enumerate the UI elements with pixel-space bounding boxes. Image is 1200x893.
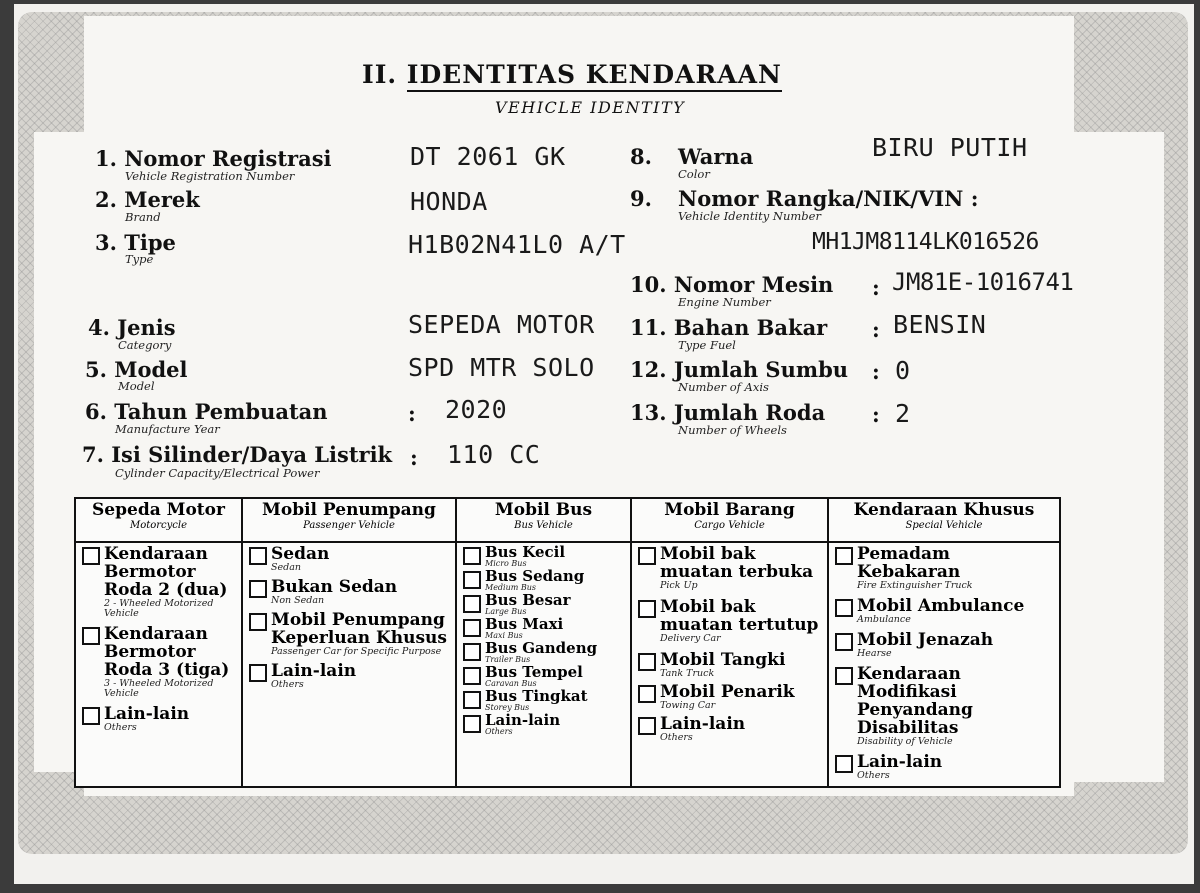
checkbox[interactable] bbox=[463, 595, 481, 613]
field-5-label-en: Model bbox=[118, 379, 155, 393]
field-11-label-en: Type Fuel bbox=[678, 338, 736, 352]
option-cargo-pickup[interactable]: Mobil bak muatan terbuka Pick Up bbox=[638, 545, 821, 591]
section-title: II. IDENTITAS KENDARAAN bbox=[362, 60, 782, 89]
checkbox[interactable] bbox=[835, 599, 853, 617]
field-13-colon: : bbox=[872, 402, 880, 427]
field-4-label: 4. Jenis bbox=[88, 315, 176, 340]
type-value: H1B02N41L0 A/T bbox=[408, 230, 626, 259]
category-header-passenger: Mobil Penumpang Passenger Vehicle bbox=[242, 498, 456, 542]
checkbox[interactable] bbox=[249, 664, 267, 682]
category-header-cargo: Mobil Barang Cargo Vehicle bbox=[631, 498, 828, 542]
option-bus-others[interactable]: Lain-lain Others bbox=[463, 713, 624, 736]
field-8-number: 8. bbox=[630, 144, 652, 169]
field-12-colon: : bbox=[872, 359, 880, 384]
option-special-disability[interactable]: Kendaraan Modifikasi Penyandang Disabilitas Disability of Vehicle bbox=[835, 665, 1053, 747]
field-13-label: 13. Jumlah Roda bbox=[630, 400, 826, 425]
checkbox[interactable] bbox=[463, 667, 481, 685]
passenger-options bbox=[242, 542, 456, 787]
engine-number-value: JM81E-1016741 bbox=[892, 268, 1074, 296]
bus-options bbox=[456, 542, 631, 787]
field-9-label-en: Vehicle Identity Number bbox=[678, 209, 821, 223]
checkbox[interactable] bbox=[638, 600, 656, 618]
option-passenger-special-purpose[interactable]: Mobil Penumpang Keperluan Khusus Passenger Car for Specific Purpose bbox=[249, 611, 449, 657]
option-motorcycle-2-wheel[interactable]: Kendaraan Bermotor Roda 2 (dua) 2 - Wheeled Motorized Vehicle bbox=[82, 545, 235, 619]
field-2-label: 2. Merek bbox=[95, 187, 200, 212]
checkbox[interactable] bbox=[638, 653, 656, 671]
field-1-label-en: Vehicle Registration Number bbox=[125, 169, 295, 183]
checkbox[interactable] bbox=[835, 667, 853, 685]
field-2-label-en: Brand bbox=[125, 210, 161, 224]
category-header-row bbox=[75, 498, 1060, 542]
fuel-type-value: BENSIN bbox=[893, 310, 987, 339]
option-bus-maxi[interactable]: Bus Maxi Maxi Bus bbox=[463, 617, 624, 640]
brand-value: HONDA bbox=[410, 187, 488, 216]
field-12-label-en: Number of Axis bbox=[678, 380, 769, 394]
field-3-label-en: Type bbox=[125, 252, 154, 266]
section-subtitle: VEHICLE IDENTITY bbox=[495, 98, 686, 117]
field-6-label: 6. Tahun Pembuatan bbox=[85, 399, 328, 424]
field-11-colon: : bbox=[872, 317, 880, 342]
field-7-label: 7. Isi Silinder/Daya Listrik bbox=[82, 442, 393, 467]
field-10-label-en: Engine Number bbox=[678, 295, 771, 309]
vin-value: MH1JM8114LK016526 bbox=[812, 229, 1039, 255]
option-passenger-non-sedan[interactable]: Bukan Sedan Non Sedan bbox=[249, 578, 449, 606]
color-value: BIRU PUTIH bbox=[872, 133, 1028, 162]
option-special-fire-truck[interactable]: Pemadam Kebakaran Fire Extinguisher Truck bbox=[835, 545, 1053, 591]
option-bus-large[interactable]: Bus Besar Large Bus bbox=[463, 593, 624, 616]
checkbox[interactable] bbox=[249, 613, 267, 631]
field-5-label: 5. Model bbox=[85, 357, 188, 382]
cargo-options bbox=[631, 542, 828, 787]
field-8-label: Warna bbox=[678, 144, 754, 169]
checkbox[interactable] bbox=[82, 547, 100, 565]
axis-count-value: 0 bbox=[895, 356, 911, 385]
option-motorcycle-others[interactable]: Lain-lain Others bbox=[82, 705, 235, 733]
checkbox[interactable] bbox=[463, 619, 481, 637]
checkbox[interactable] bbox=[835, 547, 853, 565]
checkbox[interactable] bbox=[463, 547, 481, 565]
option-bus-micro[interactable]: Bus Kecil Micro Bus bbox=[463, 545, 624, 568]
option-passenger-sedan[interactable]: Sedan Sedan bbox=[249, 545, 449, 573]
option-bus-medium[interactable]: Bus Sedang Medium Bus bbox=[463, 569, 624, 592]
checkbox[interactable] bbox=[463, 571, 481, 589]
field-9-number: 9. bbox=[630, 186, 652, 211]
category-options-row bbox=[75, 542, 1060, 787]
manufacture-year-value: 2020 bbox=[445, 395, 508, 424]
checkbox[interactable] bbox=[82, 707, 100, 725]
field-11-label: 11. Bahan Bakar bbox=[630, 315, 828, 340]
option-special-ambulance[interactable]: Mobil Ambulance Ambulance bbox=[835, 597, 1053, 625]
checkbox[interactable] bbox=[463, 715, 481, 733]
category-header-bus: Mobil Bus Bus Vehicle bbox=[456, 498, 631, 542]
vehicle-category-table bbox=[74, 497, 1061, 788]
checkbox[interactable] bbox=[638, 685, 656, 703]
model-value: SPD MTR SOLO bbox=[408, 353, 595, 382]
category-header-motorcycle: Sepeda Motor Motorcycle bbox=[75, 498, 242, 542]
option-cargo-tank[interactable]: Mobil Tangki Tank Truck bbox=[638, 651, 821, 679]
cylinder-capacity-value: 110 CC bbox=[447, 440, 541, 469]
option-special-others[interactable]: Lain-lain Others bbox=[835, 753, 1053, 781]
motorcycle-options bbox=[75, 542, 242, 787]
field-1-label: 1. Nomor Registrasi bbox=[95, 146, 332, 171]
option-bus-storey[interactable]: Bus Tingkat Storey Bus bbox=[463, 689, 624, 712]
option-cargo-others[interactable]: Lain-lain Others bbox=[638, 715, 821, 743]
document-body-right bbox=[1054, 132, 1164, 782]
checkbox[interactable] bbox=[463, 643, 481, 661]
field-10-label: 10. Nomor Mesin bbox=[630, 272, 834, 297]
field-3-label: 3. Tipe bbox=[95, 230, 176, 255]
field-7-label-en: Cylinder Capacity/Electrical Power bbox=[115, 466, 320, 480]
option-special-hearse[interactable]: Mobil Jenazah Hearse bbox=[835, 631, 1053, 659]
field-8-label-en: Color bbox=[678, 167, 710, 181]
option-motorcycle-3-wheel[interactable]: Kendaraan Bermotor Roda 3 (tiga) 3 - Wheeled Motorized Vehicle bbox=[82, 625, 235, 699]
special-options bbox=[828, 542, 1060, 787]
option-cargo-delivery[interactable]: Mobil bak muatan tertutup Delivery Car bbox=[638, 598, 821, 644]
wheel-count-value: 2 bbox=[895, 399, 911, 428]
checkbox[interactable] bbox=[249, 547, 267, 565]
checkbox[interactable] bbox=[638, 717, 656, 735]
field-10-colon: : bbox=[872, 275, 880, 300]
registration-number-value: DT 2061 GK bbox=[410, 142, 566, 171]
field-12-label: 12. Jumlah Sumbu bbox=[630, 357, 849, 382]
field-4-label-en: Category bbox=[118, 338, 172, 352]
checkbox[interactable] bbox=[835, 755, 853, 773]
option-bus-trailer[interactable]: Bus Gandeng Trailer Bus bbox=[463, 641, 624, 664]
field-9-label: Nomor Rangka/NIK/VIN : bbox=[678, 186, 979, 211]
option-cargo-towing[interactable]: Mobil Penarik Towing Car bbox=[638, 683, 821, 711]
field-7-colon: : bbox=[410, 445, 418, 470]
field-6-label-en: Manufacture Year bbox=[115, 422, 220, 436]
checkbox[interactable] bbox=[638, 547, 656, 565]
field-6-colon: : bbox=[408, 401, 416, 426]
category-value: SEPEDA MOTOR bbox=[408, 310, 595, 339]
field-13-label-en: Number of Wheels bbox=[678, 423, 787, 437]
checkbox[interactable] bbox=[82, 627, 100, 645]
checkbox[interactable] bbox=[835, 633, 853, 651]
option-bus-caravan[interactable]: Bus Tempel Caravan Bus bbox=[463, 665, 624, 688]
checkbox[interactable] bbox=[463, 691, 481, 709]
category-header-special: Kendaraan Khusus Special Vehicle bbox=[828, 498, 1060, 542]
option-passenger-others[interactable]: Lain-lain Others bbox=[249, 662, 449, 690]
checkbox[interactable] bbox=[249, 580, 267, 598]
